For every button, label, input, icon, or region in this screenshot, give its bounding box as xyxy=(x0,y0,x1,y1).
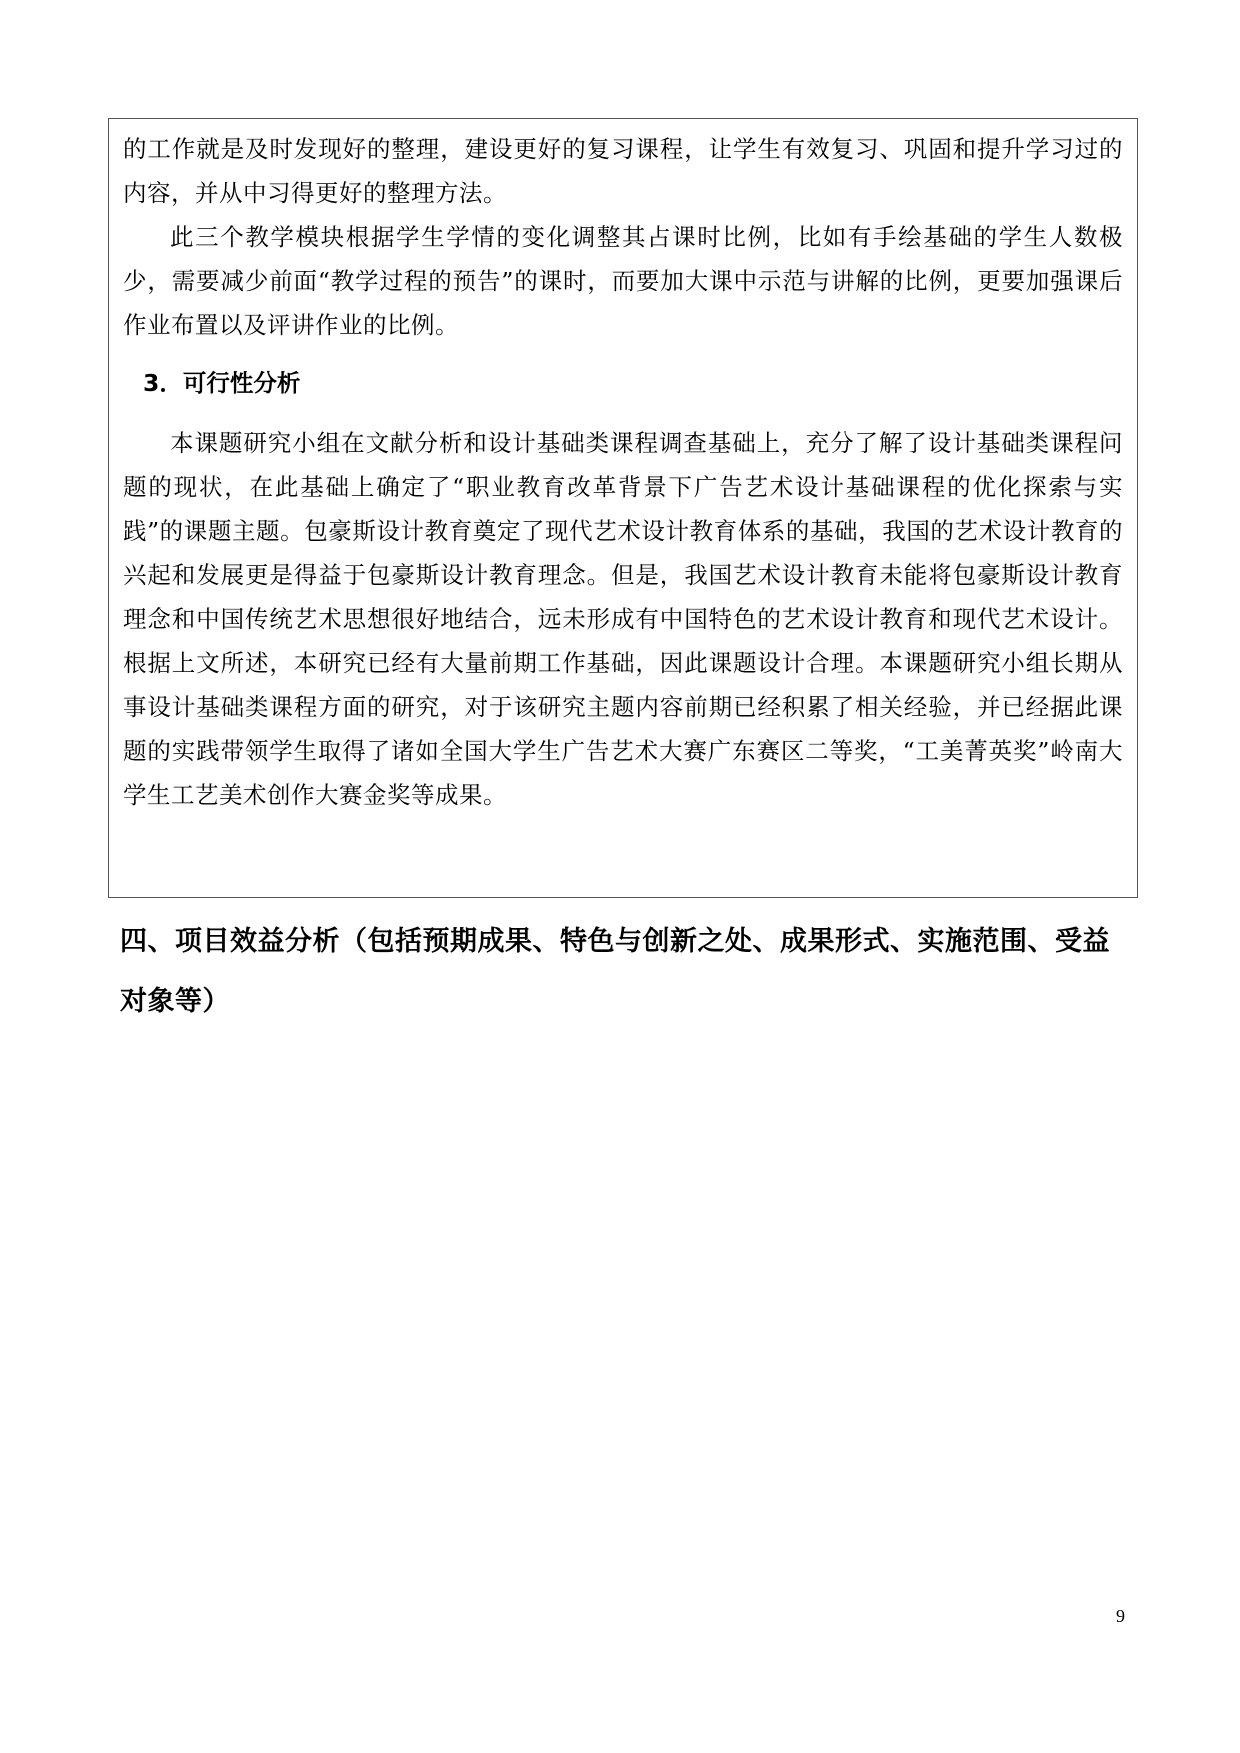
paragraph-feasibility: 本课题研究小组在文献分析和设计基础类课程调查基础上，充分了解了设计基础类课程问题的现状，在此基础上确定了“职业教育改革背景下广告艺术设计基础课程的优化探索与实践”的课题主题。包豪斯设计教育奠定了现代艺术设计教育体系的基础，我国的艺术设计教育的兴起和发展更是得益于包豪斯设计教育理念。但是，我国艺术设计教育未能将包豪斯设计教育理念和中国传统艺术思想很好地结合，远未形成有中国特色的艺术设计教育和现代艺术设计。根据上文所述，本研究已经有大量前期工作基础，因此课题设计合理。本课题研究小组长期从事设计基础类课程方面的研究，对于该研究主题内容前期已经积累了相关经验，并已经据此课题的实践带领学生取得了诸如全国大学生广告艺术大赛广东赛区二等奖，“工美菁英奖”岭南大学生工艺美术创作大赛金奖等成果。 xyxy=(123,429,1123,809)
paragraph-module-ratio: 此三个教学模块根据学生学情的变化调整其占课时比例，比如有手绘基础的学生人数极少，需要减少前面“教学过程的预告”的课时，而要加大课中示范与讲解的比例，更要加强课后作业布置以及评讲作业的比例。 xyxy=(123,223,1123,339)
section-title-benefit-analysis: 四、项目效益分析（包括预期成果、特色与创新之处、成果形式、实施范围、受益对象等） xyxy=(120,926,1110,1017)
subheading-feasibility-analysis: 3．可行性分析 xyxy=(143,369,301,397)
content-box xyxy=(108,118,1138,898)
page-number: 9 xyxy=(1116,1606,1125,1626)
paragraph-review-work: 的工作就是及时发现好的整理，建设更好的复习课程，让学生有效复习、巩固和提升学习过的内容，并从中习得更好的整理方法。 xyxy=(123,135,1123,207)
